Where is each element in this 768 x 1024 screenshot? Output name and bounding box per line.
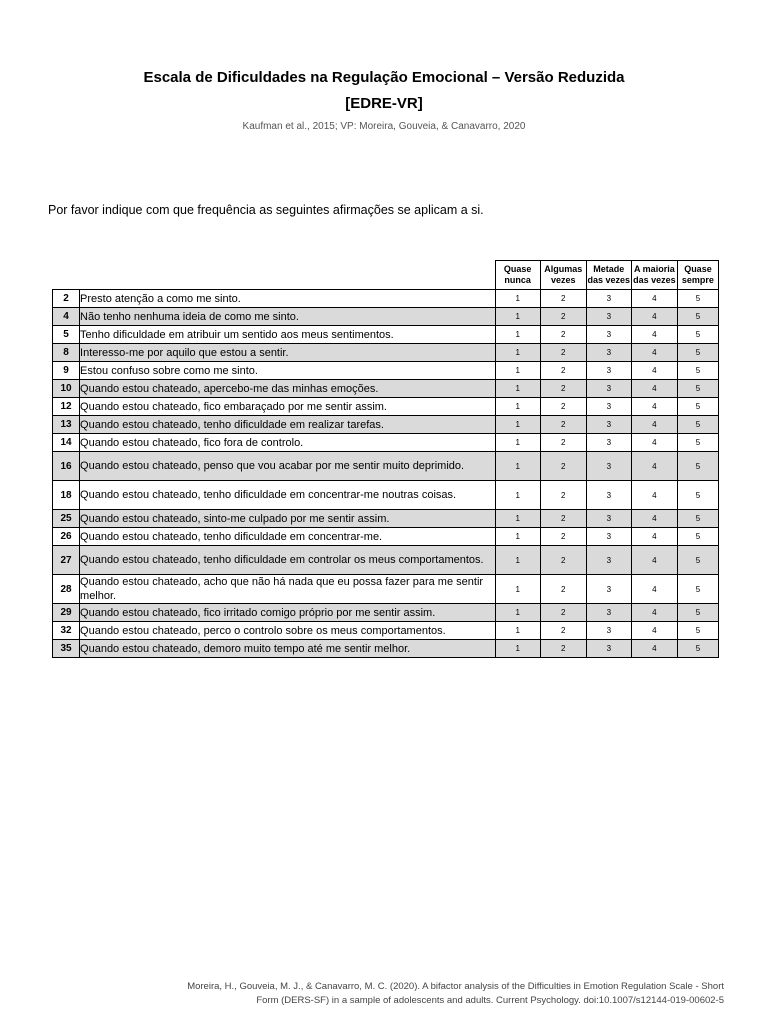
scale-option-4[interactable]: 4 bbox=[631, 290, 677, 308]
item-number: 16 bbox=[53, 452, 80, 481]
table-row bbox=[53, 326, 719, 344]
scale-option-3[interactable]: 3 bbox=[586, 308, 631, 326]
scale-option-3[interactable]: 3 bbox=[586, 481, 631, 510]
scale-option-5[interactable]: 5 bbox=[677, 326, 718, 344]
scale-option-4[interactable]: 4 bbox=[631, 344, 677, 362]
item-number: 28 bbox=[53, 575, 80, 604]
item-statement: Quando estou chateado, fico embaraçado por me sentir assim. bbox=[80, 398, 496, 416]
item-statement: Quando estou chateado, tenho dificuldade em controlar os meus comportamentos. bbox=[80, 546, 496, 575]
header-blank bbox=[53, 261, 80, 290]
table-row bbox=[53, 510, 719, 528]
item-number: 35 bbox=[53, 640, 80, 658]
scale-option-3[interactable]: 3 bbox=[586, 434, 631, 452]
scale-option-4[interactable]: 4 bbox=[631, 398, 677, 416]
item-statement: Quando estou chateado, acho que não há nada que eu possa fazer para me sentir melhor. bbox=[80, 575, 496, 604]
scale-option-5[interactable]: 5 bbox=[677, 344, 718, 362]
citation: Kaufman et al., 2015; VP: Moreira, Gouveia, & Canavarro, 2020 bbox=[242, 121, 526, 132]
table-row bbox=[53, 575, 719, 604]
item-statement: Quando estou chateado, demoro muito tempo até me sentir melhor. bbox=[80, 640, 496, 658]
scale-option-2[interactable]: 2 bbox=[540, 622, 586, 640]
items-body bbox=[53, 290, 719, 658]
footer-line-2: Form (DERS-SF) in a sample of adolescents and adults. Current Psychology. doi:10.1007/s12144-019-00602-5 bbox=[256, 995, 724, 1006]
table-row bbox=[53, 380, 719, 398]
scale-option-3[interactable]: 3 bbox=[586, 528, 631, 546]
scale-option-2[interactable]: 2 bbox=[540, 481, 586, 510]
scale-option-2[interactable]: 2 bbox=[540, 344, 586, 362]
scale-option-2[interactable]: 2 bbox=[540, 434, 586, 452]
scale-option-4[interactable]: 4 bbox=[631, 452, 677, 481]
item-statement: Interesso-me por aquilo que estou a sentir. bbox=[80, 344, 496, 362]
scale-option-1[interactable]: 1 bbox=[495, 326, 540, 344]
scale-option-1[interactable]: 1 bbox=[495, 308, 540, 326]
item-number: 25 bbox=[53, 510, 80, 528]
scale-option-2[interactable]: 2 bbox=[540, 528, 586, 546]
scale-option-1[interactable]: 1 bbox=[495, 604, 540, 622]
table-row bbox=[53, 622, 719, 640]
scale-option-3[interactable]: 3 bbox=[586, 398, 631, 416]
scale-option-3[interactable]: 3 bbox=[586, 604, 631, 622]
table-row bbox=[53, 290, 719, 308]
scale-option-4[interactable]: 4 bbox=[631, 528, 677, 546]
item-statement: Presto atenção a como me sinto. bbox=[80, 290, 496, 308]
footer-line-1: Moreira, H., Gouveia, M. J., & Canavarro, M. C. (2020). A bifactor analysis of the Difficulties in Emotion Regulation Scale - Short bbox=[187, 981, 724, 992]
table-row bbox=[53, 434, 719, 452]
scale-option-4[interactable]: 4 bbox=[631, 308, 677, 326]
scale-option-1[interactable]: 1 bbox=[495, 290, 540, 308]
scale-option-1[interactable]: 1 bbox=[495, 640, 540, 658]
scale-option-5[interactable]: 5 bbox=[677, 380, 718, 398]
scale-option-3[interactable]: 3 bbox=[586, 452, 631, 481]
table-row bbox=[53, 452, 719, 481]
scale-option-3[interactable]: 3 bbox=[586, 510, 631, 528]
scale-option-3[interactable]: 3 bbox=[586, 326, 631, 344]
item-number: 4 bbox=[53, 308, 80, 326]
item-number: 29 bbox=[53, 604, 80, 622]
scale-option-2[interactable]: 2 bbox=[540, 362, 586, 380]
item-statement: Quando estou chateado, fico fora de controlo. bbox=[80, 434, 496, 452]
table-row bbox=[53, 308, 719, 326]
scale-option-5[interactable]: 5 bbox=[677, 434, 718, 452]
scale-option-1[interactable]: 1 bbox=[495, 575, 540, 604]
scale-option-5[interactable]: 5 bbox=[677, 290, 718, 308]
table-row bbox=[53, 481, 719, 510]
header-a-maioria-das-vezes: A maioria das vezes bbox=[631, 261, 677, 290]
scale-option-1[interactable]: 1 bbox=[495, 622, 540, 640]
item-number: 18 bbox=[53, 481, 80, 510]
item-number: 26 bbox=[53, 528, 80, 546]
scale-option-2[interactable]: 2 bbox=[540, 380, 586, 398]
scale-option-5[interactable]: 5 bbox=[677, 416, 718, 434]
item-statement: Quando estou chateado, tenho dificuldade em concentrar-me noutras coisas. bbox=[80, 481, 496, 510]
scale-option-5[interactable]: 5 bbox=[677, 452, 718, 481]
scale-option-2[interactable]: 2 bbox=[540, 640, 586, 658]
scale-option-3[interactable]: 3 bbox=[586, 640, 631, 658]
scale-option-4[interactable]: 4 bbox=[631, 510, 677, 528]
scale-option-3[interactable]: 3 bbox=[586, 622, 631, 640]
scale-option-1[interactable]: 1 bbox=[495, 416, 540, 434]
item-number: 10 bbox=[53, 380, 80, 398]
scale-option-5[interactable]: 5 bbox=[677, 308, 718, 326]
scale-option-4[interactable]: 4 bbox=[631, 434, 677, 452]
document-subtitle: [EDRE-VR] bbox=[345, 95, 423, 112]
scale-option-3[interactable]: 3 bbox=[586, 575, 631, 604]
item-statement: Quando estou chateado, fico irritado comigo próprio por me sentir assim. bbox=[80, 604, 496, 622]
scale-option-1[interactable]: 1 bbox=[495, 452, 540, 481]
header-blank bbox=[80, 261, 496, 290]
item-statement: Quando estou chateado, tenho dificuldade em concentrar-me. bbox=[80, 528, 496, 546]
scale-option-5[interactable]: 5 bbox=[677, 640, 718, 658]
item-number: 9 bbox=[53, 362, 80, 380]
scale-option-5[interactable]: 5 bbox=[677, 398, 718, 416]
scale-table bbox=[52, 260, 719, 658]
item-number: 12 bbox=[53, 398, 80, 416]
table-row bbox=[53, 344, 719, 362]
scale-option-2[interactable]: 2 bbox=[540, 290, 586, 308]
item-number: 13 bbox=[53, 416, 80, 434]
footer-reference bbox=[84, 980, 724, 1008]
scale-option-2[interactable]: 2 bbox=[540, 326, 586, 344]
item-statement: Não tenho nenhuma ideia de como me sinto. bbox=[80, 308, 496, 326]
table-row bbox=[53, 362, 719, 380]
scale-option-4[interactable]: 4 bbox=[631, 640, 677, 658]
scale-option-5[interactable]: 5 bbox=[677, 604, 718, 622]
instruction-text: Por favor indique com que frequência as seguintes afirmações se aplicam a si. bbox=[48, 203, 484, 217]
item-number: 5 bbox=[53, 326, 80, 344]
scale-option-2[interactable]: 2 bbox=[540, 575, 586, 604]
scale-option-5[interactable]: 5 bbox=[677, 622, 718, 640]
item-statement: Estou confuso sobre como me sinto. bbox=[80, 362, 496, 380]
scale-option-3[interactable]: 3 bbox=[586, 546, 631, 575]
scale-option-3[interactable]: 3 bbox=[586, 344, 631, 362]
header-metade-das-vezes: Metade das vezes bbox=[586, 261, 631, 290]
item-number: 14 bbox=[53, 434, 80, 452]
scale-option-1[interactable]: 1 bbox=[495, 434, 540, 452]
scale-option-3[interactable]: 3 bbox=[586, 380, 631, 398]
scale-option-2[interactable]: 2 bbox=[540, 546, 586, 575]
scale-option-4[interactable]: 4 bbox=[631, 546, 677, 575]
scale-option-4[interactable]: 4 bbox=[631, 362, 677, 380]
table-row bbox=[53, 604, 719, 622]
scale-option-4[interactable]: 4 bbox=[631, 575, 677, 604]
scale-option-1[interactable]: 1 bbox=[495, 362, 540, 380]
table-row bbox=[53, 640, 719, 658]
scale-option-1[interactable]: 1 bbox=[495, 398, 540, 416]
scale-option-5[interactable]: 5 bbox=[677, 362, 718, 380]
table-row bbox=[53, 416, 719, 434]
scale-option-4[interactable]: 4 bbox=[631, 604, 677, 622]
scale-option-5[interactable]: 5 bbox=[677, 481, 718, 510]
header-quase-nunca: Quase nunca bbox=[495, 261, 540, 290]
scale-option-2[interactable]: 2 bbox=[540, 452, 586, 481]
item-statement: Quando estou chateado, sinto-me culpado por me sentir assim. bbox=[80, 510, 496, 528]
item-number: 32 bbox=[53, 622, 80, 640]
scale-option-1[interactable]: 1 bbox=[495, 481, 540, 510]
item-statement: Tenho dificuldade em atribuir um sentido aos meus sentimentos. bbox=[80, 326, 496, 344]
document-title: Escala de Dificuldades na Regulação Emocional – Versão Reduzida bbox=[143, 69, 625, 86]
item-statement: Quando estou chateado, apercebo-me das minhas emoções. bbox=[80, 380, 496, 398]
item-statement: Quando estou chateado, perco o controlo sobre os meus comportamentos. bbox=[80, 622, 496, 640]
scale-option-1[interactable]: 1 bbox=[495, 528, 540, 546]
scale-option-5[interactable]: 5 bbox=[677, 510, 718, 528]
scale-option-1[interactable]: 1 bbox=[495, 546, 540, 575]
scale-option-2[interactable]: 2 bbox=[540, 398, 586, 416]
table-row bbox=[53, 546, 719, 575]
scale-option-4[interactable]: 4 bbox=[631, 416, 677, 434]
scale-option-3[interactable]: 3 bbox=[586, 362, 631, 380]
header-quase-sempre: Quase sempre bbox=[677, 261, 718, 290]
table-row bbox=[53, 398, 719, 416]
scale-option-4[interactable]: 4 bbox=[631, 326, 677, 344]
scale-option-1[interactable]: 1 bbox=[495, 344, 540, 362]
scale-option-2[interactable]: 2 bbox=[540, 604, 586, 622]
scale-option-2[interactable]: 2 bbox=[540, 416, 586, 434]
item-statement: Quando estou chateado, penso que vou acabar por me sentir muito deprimido. bbox=[80, 452, 496, 481]
scale-option-3[interactable]: 3 bbox=[586, 416, 631, 434]
scale-option-1[interactable]: 1 bbox=[495, 380, 540, 398]
item-statement: Quando estou chateado, tenho dificuldade em realizar tarefas. bbox=[80, 416, 496, 434]
item-number: 2 bbox=[53, 290, 80, 308]
item-number: 8 bbox=[53, 344, 80, 362]
header-algumas-vezes: Algumas vezes bbox=[540, 261, 586, 290]
scale-option-4[interactable]: 4 bbox=[631, 481, 677, 510]
scale-option-2[interactable]: 2 bbox=[540, 510, 586, 528]
table-row bbox=[53, 528, 719, 546]
scale-option-1[interactable]: 1 bbox=[495, 510, 540, 528]
table-header-row bbox=[53, 261, 719, 290]
item-number: 27 bbox=[53, 546, 80, 575]
scale-option-5[interactable]: 5 bbox=[677, 528, 718, 546]
scale-option-5[interactable]: 5 bbox=[677, 575, 718, 604]
scale-option-2[interactable]: 2 bbox=[540, 308, 586, 326]
scale-option-4[interactable]: 4 bbox=[631, 380, 677, 398]
scale-option-3[interactable]: 3 bbox=[586, 290, 631, 308]
scale-option-5[interactable]: 5 bbox=[677, 546, 718, 575]
scale-option-4[interactable]: 4 bbox=[631, 622, 677, 640]
